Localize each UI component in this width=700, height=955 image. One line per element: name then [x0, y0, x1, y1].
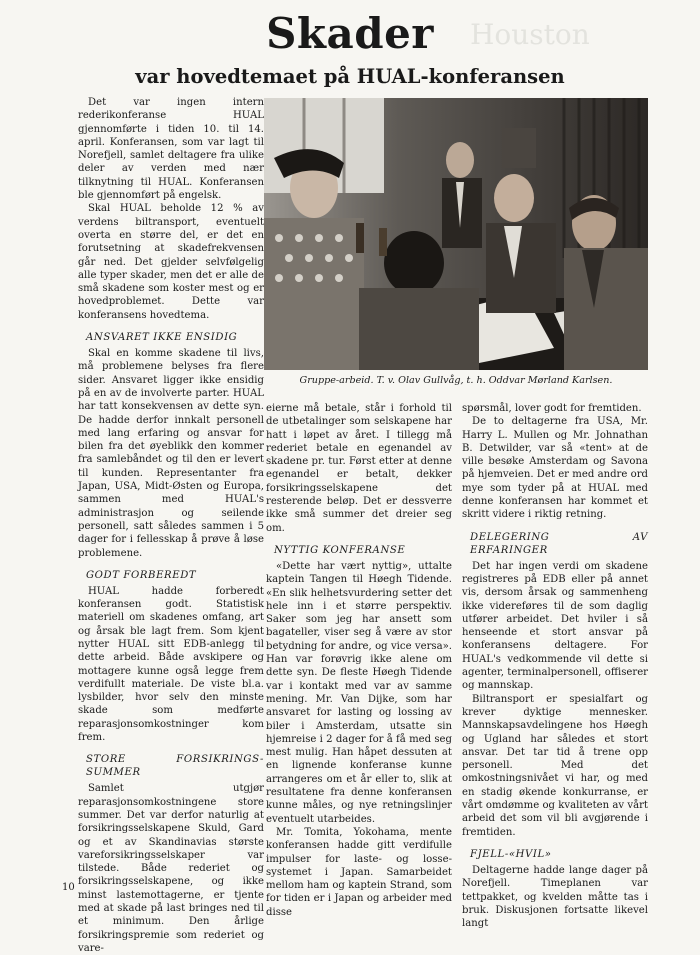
photo-caption: Gruppe-arbeid. T. v. Olav Gullvåg, t. h. Oddvar Mørland Karlsen.	[299, 375, 613, 386]
page-number: 10	[62, 882, 75, 893]
paragraph: De to deltagerne fra USA, Mr. Harry L. Mullen og Mr. Johnathan B. Detwilder, var så «tent» at de ville besøke Amsterdam og Savona på hjemveien. Det er med andre ord mye som tyder på at HUAL med denne konferansen har kommet et skritt videre i riktig retning.	[462, 416, 648, 521]
paragraph: Biltransport er spesialfart og krever dyktige mennesker. Mannskapsavdelingene hos Høegh og Ugland har således et stort ansvar. Det tar tid å trene opp personell. Med det omkostningsnivået vi har, og med en stadig økende konkurranse, er vårt omdømme og kvaliteten av vårt arbeid det som vil bli avgjørende i fremtiden.	[462, 693, 648, 838]
paragraph: Samlet utgjør reparasjonsomkostningene store summer. Det var derfor naturlig at forsikringsselskapene Skuld, Gard og et av Skandinavias største vareforsikringsselskaper var tilstede. Både rederiet og forsikringsselskapene, og ikke minst lastemottagerne, er tjente med at skade på last bringes ned til et minimum. Den årlige forsikringspremie som rederiet og vare-	[78, 783, 264, 954]
article-subtitle: var hovedtemaet på HUAL-konferansen	[135, 65, 565, 88]
paragraph: «Dette har vært nyttig», uttalte kaptein Tangen til Høegh Tidende. «En slik helhetsvurdering setter det hele inn i et større perspektiv. Saker som jeg har ansett som bagateller, viser seg å være av stor betydning for andre, og vice versa». Han var forøvrig ikke alene om dette syn. De fleste Høegh Tidende var i kontakt med var av samme mening. Mr. Van Dijke, som har ansvaret for lasting og lossing av biler i Amsterdam, utsatte sin hjemreise i 2 dager for å få med seg mest mulig. Han håpet dessuten at en lignende konferanse kunne arrangeres om et år eller to, slik at resultatene fra denne konferansen kunne måles, og nye retningslinjer eventuelt utarbeides.	[266, 560, 452, 825]
paragraph: Skal HUAL beholde 12 % av verdens biltransport, eventuelt overta en større del, er det en forutsetning at skadefrekvensen går ned. Det gjelder selvfølgelig alle typer skader, men det er alle de små skadene som koster mest og er hovedproblemet. Dette var konferansens hovedtema.	[78, 203, 264, 321]
intro-paragraph: Det var ingen intern rederikonferanse HUAL gjennomførte i tiden 10. til 14. april. Konferansen, som var lagt til Norefjell, samlet deltagere fra ulike deler av verden med nær tilknytning til HUAL. Konferansen ble gjennomført på engelsk.	[78, 97, 264, 202]
paragraph: eierne må betale, står i forhold til de utbetalinger som selskapene har hatt i løpet av året. I tillegg må rederiet betale en egenandel av skadene pr. tur. Først etter at denne egenandel er betalt, dekker forsikringsselskapene det resterende beløp. Det er dessverre ikke små summer det dreier seg om.	[266, 403, 452, 534]
group-work-photo	[264, 98, 648, 370]
paragraph: Skal en komme skadene til livs, må problemene belyses fra flere sider. Ansvaret ligger ikke ensidig på en av de involverte parter. HUAL har tatt konsekvensen av dette syn. De hadde derfor innkalt personell med lang erfaring og ansvar for bilen fra det øyeblikk den kommer fra samlebåndet og til den er levert til kunden. Representanter fra Japan, USA, Midt-Østen og Europa, sammen med HUAL's administrasjon og seilende personell, satt således sammen i 5 dager for i fellesskap å prøve å løse problemene.	[78, 348, 264, 559]
paragraph: spørsmål, lover godt for fremtiden.	[462, 403, 642, 414]
photo-illustration	[264, 98, 648, 370]
section-heading-forsikring: STORE FORSIKRINGS-SUMMER	[86, 754, 264, 779]
column-1	[78, 96, 264, 955]
bleed-through-text: Houston	[470, 18, 590, 51]
section-heading-forberedt: GODT FORBEREDT	[86, 569, 197, 581]
column-2	[266, 402, 452, 919]
paragraph: Deltagerne hadde lange dager på Norefjell. Timeplanen var tettpakket, og kvelden måtte tas i bruk. Diskusjonen fortsatte likevel langt	[462, 864, 648, 930]
paragraph: Mr. Tomita, Yokohama, mente konferansen hadde gitt verdifulle impulser for laste- og losse-systemet i Japan. Samarbeidet mellom ham og kaptein Strand, som for tiden er i Japan og arbeider med disse	[266, 826, 452, 918]
section-heading-nyttig: NYTTIG KONFERANSE	[274, 544, 406, 556]
section-heading-fjell: FJELL-«HVIL»	[470, 848, 552, 860]
article-title: Skader	[266, 9, 434, 58]
section-heading-delegering: DELEGERING AV ERFARINGER	[470, 531, 648, 556]
section-heading-ansvaret: ANSVARET IKKE ENSIDIG	[86, 332, 238, 344]
paragraph: HUAL hadde forberedt konferansen godt. Statistisk materiell om skadenes omfang, art og årsak ble lagt frem. Som kjent nytter HUAL sitt EDB-anlegg til dette arbeid. Både avskipere og mottagere kunne også legge frem verdifullt materiale. De viste bl.a. lysbilder, hvor selv den minste skade som medførte reparasjonsomkostninger kom frem.	[78, 585, 264, 744]
column-3	[462, 402, 648, 930]
paragraph: Det har ingen verdi om skadene registreres på EDB eller på annet vis, dersom årsak og sammenheng ikke videreføres til de som daglig utfører arbeidet. Det hviler i så henseende et stort ansvar på konferansens deltagere. For HUAL's vedkommende vil dette si agenter, terminalpersonell, offiserer og mannskap.	[462, 560, 648, 692]
